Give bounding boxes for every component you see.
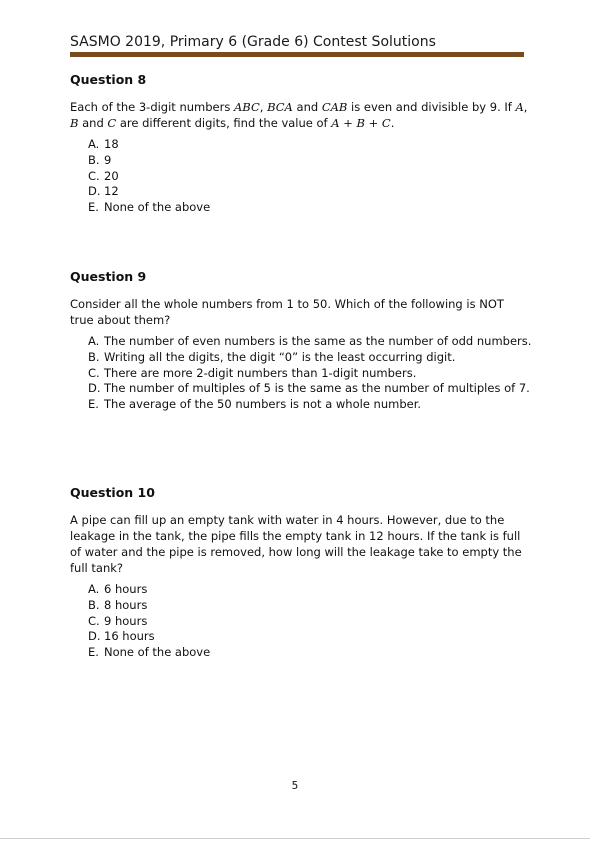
page-bottom-divider [0,838,590,839]
option-text: There are more 2-digit numbers than 1-digit numbers. [104,365,417,380]
option-letter: E. [88,645,99,660]
q8-text-part: and [292,100,322,114]
option-text: 6 hours [104,582,148,596]
question-10-text: A pipe can fill up an empty tank with water in 4 hours. However, due to the leakage in the tank, the pipe fills the empty tank in 12 hours. If the tank is full of water and the pipe is removed, how long will the leakage take to empty the full tank? [70,513,522,575]
option-item [70,582,530,598]
option-item [70,598,530,614]
option-text: None of the above [104,645,211,660]
question-8-title: Question 8 [70,72,147,87]
q8-var-sum: A + B + C [331,116,391,130]
question-10-options [70,582,530,661]
option-letter: D. [88,629,101,644]
option-letter: B. [88,597,100,612]
q8-var-bca: BCA [267,100,293,114]
option-letter: C. [88,168,100,183]
option-letter: C. [88,613,100,628]
option-text: The number of multiples of 5 is the same as the number of multiples of 7. [104,381,530,396]
page-header-title: SASMO 2019, Primary 6 (Grade 6) Contest Solutions [70,34,436,50]
q8-text-part: , [259,100,268,114]
option-item [70,366,530,382]
q8-var-abc: ABC [234,100,260,114]
option-item [70,184,530,200]
option-letter: D. [88,184,101,199]
option-text: 8 hours [104,597,148,612]
option-text: 16 hours [104,629,155,644]
option-item [70,334,530,350]
q8-var-b: B [70,116,79,130]
option-item [70,350,530,366]
q8-text-part: is even and divisible by 9. If [347,100,516,114]
option-item [70,381,530,397]
option-item [70,645,530,661]
header-rule [70,52,524,57]
option-item [70,614,530,630]
option-text: Writing all the digits, the digit “0” is the least occurring digit. [104,349,456,364]
option-item [70,137,530,153]
question-9 [70,269,530,413]
option-item [70,153,530,169]
question-8-text [70,99,530,131]
option-letter: C. [88,365,100,380]
option-text: The number of even numbers is the same as the number of odd numbers. [104,334,532,348]
option-text: 20 [104,168,119,183]
q8-var-cab: CAB [321,100,348,114]
option-letter: B. [88,349,100,364]
option-text: 9 hours [104,613,148,628]
option-letter: B. [88,152,100,167]
option-text: The average of the 50 numbers is not a whole number. [104,397,422,412]
option-item [70,200,530,216]
question-9-options [70,334,530,413]
q8-text-part: are different digits, find the value of [116,116,332,130]
question-9-title: Question 9 [70,269,147,284]
option-letter: A. [88,582,100,596]
option-text: 9 [104,152,112,167]
q8-text-part: , [523,100,528,114]
option-item [70,397,530,413]
option-item [70,169,530,185]
option-letter: E. [88,200,99,215]
option-letter: D. [88,381,101,396]
question-8 [70,72,530,216]
question-10-title: Question 10 [70,485,155,500]
q8-var-a: A [515,100,524,114]
option-text: 12 [104,184,119,199]
option-text: None of the above [104,200,211,215]
option-letter: E. [88,397,99,412]
q8-text-part: and [78,116,108,130]
question-9-text: Consider all the whole numbers from 1 to 50. Which of the following is NOT true about them? [70,297,504,327]
q8-var-c: C [107,116,117,130]
option-letter: A. [88,137,100,151]
question-10 [70,485,530,661]
option-letter: A. [88,334,100,348]
question-8-options [70,137,530,216]
page-number: 5 [291,780,299,792]
q8-text-part: Each of the 3-digit numbers [70,100,234,114]
q8-text-part: . [390,116,395,130]
option-item [70,629,530,645]
option-text: 18 [104,137,119,151]
